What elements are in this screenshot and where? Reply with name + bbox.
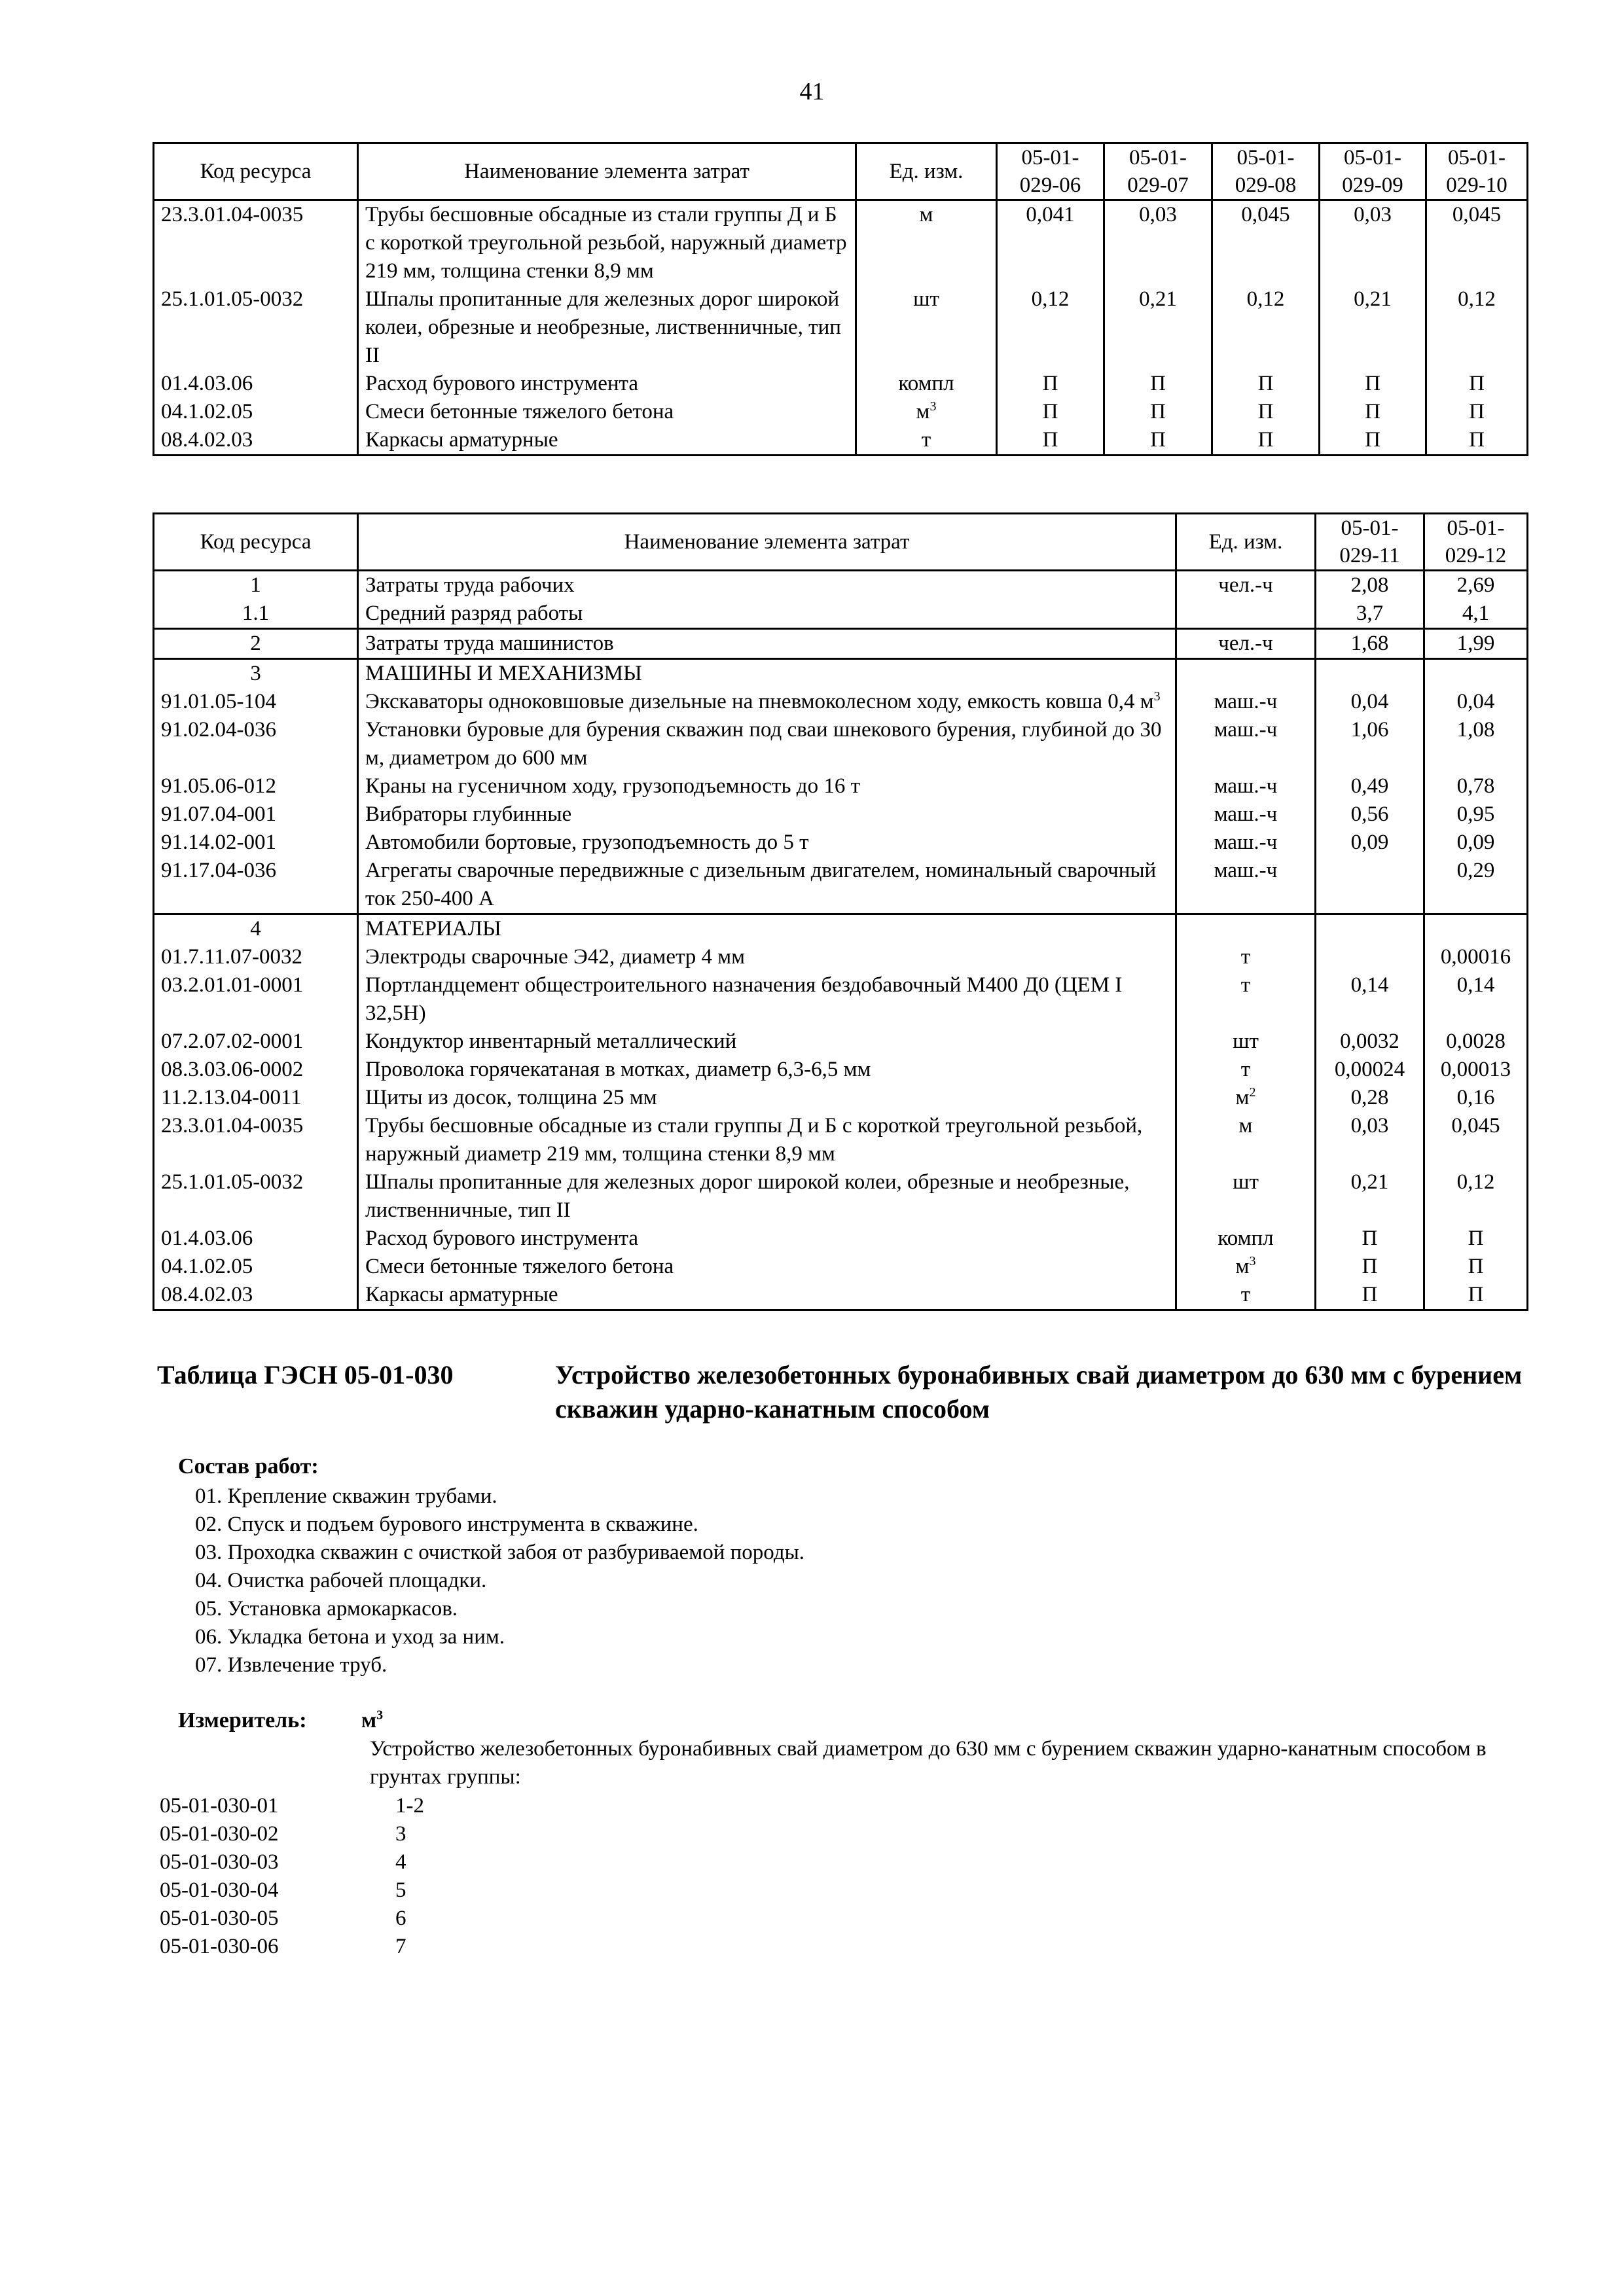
norm-value: 0,12 xyxy=(997,285,1104,370)
cost-element-name xyxy=(358,629,1176,659)
unit-text: чел.-ч xyxy=(1218,573,1273,597)
cost-element-name-text: Портландцемент общестроительного назначения бездобавочный М400 Д0 (ЦЕМ I 32,5Н) xyxy=(365,973,1123,1025)
unit xyxy=(1176,571,1316,600)
norm-value: 0,29 xyxy=(1424,857,1528,914)
norm-value: П xyxy=(997,370,1104,398)
cost-element-name xyxy=(358,688,1176,716)
table-row xyxy=(154,914,1528,944)
resource-code: 23.3.01.04-0035 xyxy=(154,1112,358,1168)
norm-value: П xyxy=(1104,426,1212,456)
unit xyxy=(856,426,997,456)
unit xyxy=(1176,688,1316,716)
cost-element-name xyxy=(358,800,1176,829)
table-row xyxy=(154,943,1528,971)
resource-code: 03.2.01.01-0001 xyxy=(154,971,358,1028)
norm-code: 05-01-030-01 xyxy=(160,1794,279,1818)
table-row xyxy=(154,1225,1528,1253)
header-norm-code: 05-01-029-12 xyxy=(1424,514,1528,571)
superscript: 3 xyxy=(1249,1254,1256,1268)
cost-element-name xyxy=(358,571,1176,600)
measure-unit: $м^3$ xyxy=(361,1708,384,1732)
resource-code: 25.1.01.05-0032 xyxy=(154,285,358,370)
norm-value: П xyxy=(1320,398,1426,426)
norm-code-row xyxy=(160,1933,424,1961)
unit-text: чел.-ч xyxy=(1218,632,1273,655)
header-cost-element-name: Наименование элемента затрат xyxy=(358,514,1176,571)
cost-element-name xyxy=(358,772,1176,800)
unit-text: маш.-ч xyxy=(1214,859,1278,882)
norm-value: 0,04 xyxy=(1316,688,1424,716)
cost-element-name-text: Расход бурового инструмента xyxy=(365,1227,638,1250)
cost-element-name-text: Трубы бесшовные обсадные из стали группы Д и Б с короткой треугольной резьбой, наружный диаметр 219 мм, толщина стенки 8,9 мм xyxy=(365,1114,1143,1166)
cost-element-name-text: Установки буровые для бурения скважин под сваи шнекового бурения, глубиной до 30 м, диаметром до 600 мм xyxy=(365,718,1162,770)
norm-value: 0,041 xyxy=(997,200,1104,286)
cost-element-name-text: Краны на гусеничном ходу, грузоподъемность до 16 т xyxy=(365,774,860,798)
cost-element-name-text: Автомобили бортовые, грузоподъемность до 5 т xyxy=(365,831,809,854)
cost-element-name xyxy=(358,943,1176,971)
unit-text: м xyxy=(1238,1114,1253,1138)
header-cost-element-name: Наименование элемента затрат xyxy=(358,143,856,200)
cost-element-name xyxy=(358,1028,1176,1056)
norm-value xyxy=(1424,914,1528,944)
unit-text: компл xyxy=(1218,1227,1274,1250)
norm-value: 2,08 xyxy=(1316,571,1424,600)
cost-element-name xyxy=(358,600,1176,629)
norm-value: 0,00016 xyxy=(1424,943,1528,971)
norm-value: 0,95 xyxy=(1424,800,1528,829)
unit-text: т xyxy=(1240,945,1251,969)
resource-code: 91.14.02-001 xyxy=(154,829,358,857)
cost-element-name xyxy=(358,971,1176,1028)
header-resource-code: Код ресурса xyxy=(154,143,358,200)
cost-element-name-text: Экскаваторы одноковшовые дизельные на пневмоколесном ходу, емкость ковша 0,4 м xyxy=(365,690,1154,713)
resource-table-029-06-10 xyxy=(153,142,1528,456)
table-row xyxy=(154,426,1528,456)
norm-value: 0,045 xyxy=(1426,200,1528,286)
norm-value: 3,7 xyxy=(1316,600,1424,629)
norm-code-list xyxy=(160,1792,424,1961)
norm-code: 05-01-030-04 xyxy=(160,1878,279,1902)
norm-code-row xyxy=(160,1820,424,1848)
norm-value: П xyxy=(1316,1253,1424,1281)
unit-text: компл xyxy=(898,372,954,395)
norm-value: П xyxy=(1104,370,1212,398)
work-step: 07. Извлечение труб. xyxy=(195,1653,388,1677)
norm-value: 0,03 xyxy=(1316,1112,1424,1168)
unit xyxy=(1176,1253,1316,1281)
table-row xyxy=(154,659,1528,689)
unit xyxy=(1176,914,1316,944)
norm-value: 4,1 xyxy=(1424,600,1528,629)
norm-code: 05-01-030-03 xyxy=(160,1850,279,1874)
unit xyxy=(856,200,997,286)
norm-value: 0,03 xyxy=(1320,200,1426,286)
cost-element-name xyxy=(358,659,1176,689)
norm-code-row xyxy=(160,1905,424,1933)
cost-element-name-text: МАШИНЫ И МЕХАНИЗМЫ xyxy=(365,662,642,685)
cost-element-name-text: Средний разряд работы xyxy=(365,601,583,625)
soil-group: 4 xyxy=(395,1850,406,1874)
unit xyxy=(856,370,997,398)
header-norm-code: 05-01-029-08 xyxy=(1212,143,1320,200)
norm-value xyxy=(1316,943,1424,971)
resource-code: 91.05.06-012 xyxy=(154,772,358,800)
norm-value: 2,69 xyxy=(1424,571,1528,600)
norm-value: 0,03 xyxy=(1104,200,1212,286)
measure-label: Измеритель: xyxy=(178,1708,307,1732)
norm-value: 0,00013 xyxy=(1424,1056,1528,1084)
resource-code: 25.1.01.05-0032 xyxy=(154,1168,358,1225)
norm-value: 0,78 xyxy=(1424,772,1528,800)
unit xyxy=(1176,1225,1316,1253)
norm-value: П xyxy=(1316,1281,1424,1310)
unit xyxy=(1176,971,1316,1028)
norm-value: 0,21 xyxy=(1104,285,1212,370)
cost-element-name: Смеси бетонные тяжелого бетона xyxy=(358,398,856,426)
unit-text: м xyxy=(1235,1255,1250,1278)
page-number: 41 xyxy=(799,78,825,105)
norm-value: 0,14 xyxy=(1424,971,1528,1028)
table-row xyxy=(154,716,1528,772)
norm-value: 0,28 xyxy=(1316,1084,1424,1112)
resource-code: 01.7.11.07-0032 xyxy=(154,943,358,971)
table-row xyxy=(154,629,1528,659)
cost-element-name xyxy=(358,857,1176,914)
header-resource-code: Код ресурса xyxy=(154,514,358,571)
norm-value: 0,045 xyxy=(1424,1112,1528,1168)
table-row xyxy=(154,370,1528,398)
resource-code: 91.07.04-001 xyxy=(154,800,358,829)
cost-element-name xyxy=(358,914,1176,944)
table-row xyxy=(154,829,1528,857)
cost-element-name xyxy=(358,716,1176,772)
cost-element-name-text: Проволока горячекатаная в мотках, диаметр 6,3-6,5 мм xyxy=(365,1058,871,1081)
resource-code: 11.2.13.04-0011 xyxy=(154,1084,358,1112)
section-table-description: Устройство железобетонных буронабивных свай диаметром до 630 мм с бурением скважин ударно-канатным способом xyxy=(555,1360,1523,1424)
norm-value: П xyxy=(1212,426,1320,456)
header-norm-code: 05-01-029-06 xyxy=(997,143,1104,200)
header-unit: Ед. изм. xyxy=(856,143,997,200)
cost-element-name xyxy=(358,1056,1176,1084)
table-row xyxy=(154,1112,1528,1168)
unit xyxy=(1176,1084,1316,1112)
norm-value: 0,49 xyxy=(1316,772,1424,800)
unit xyxy=(1176,1168,1316,1225)
norm-value: 0,04 xyxy=(1424,688,1528,716)
work-step: 03. Проходка скважин с очисткой забоя от разбуриваемой породы. xyxy=(195,1541,805,1564)
norm-value: П xyxy=(997,426,1104,456)
unit-text: маш.-ч xyxy=(1214,690,1278,713)
norm-value: П xyxy=(1104,398,1212,426)
cost-element-name xyxy=(358,1253,1176,1281)
cost-element-name: Шпалы пропитанные для железных дорог широкой колеи, обрезные и необрезные, лиственничные, тип II xyxy=(358,285,856,370)
work-step: 06. Укладка бетона и уход за ним. xyxy=(195,1625,505,1649)
norm-value: 0,12 xyxy=(1424,1168,1528,1225)
resource-code: 91.01.05-104 xyxy=(154,688,358,716)
unit-text: т xyxy=(1240,973,1251,997)
soil-group: 5 xyxy=(395,1878,406,1902)
cost-element-name-text: Смеси бетонные тяжелого бетона xyxy=(365,1255,674,1278)
unit xyxy=(1176,943,1316,971)
cost-element-name-text: Каркасы арматурные xyxy=(365,1283,558,1306)
table-row xyxy=(154,857,1528,914)
resource-code: 1 xyxy=(154,571,358,600)
norm-value xyxy=(1424,659,1528,689)
unit xyxy=(1176,600,1316,629)
soil-group: 6 xyxy=(395,1907,406,1930)
norm-value: П xyxy=(997,398,1104,426)
cost-element-name-text: Шпалы пропитанные для железных дорог широкой колеи, обрезные и необрезные, лиственничные, тип II xyxy=(365,1170,1130,1222)
unit-text: маш.-ч xyxy=(1214,831,1278,854)
table-row xyxy=(154,1056,1528,1084)
resource-code: 2 xyxy=(154,629,358,659)
norm-value: П xyxy=(1426,398,1528,426)
norm-value: 0,09 xyxy=(1316,829,1424,857)
unit-text: т xyxy=(1240,1283,1251,1306)
unit-text: шт xyxy=(913,287,939,311)
norm-value: 0,00024 xyxy=(1316,1056,1424,1084)
norm-code: 05-01-030-05 xyxy=(160,1907,279,1930)
unit xyxy=(1176,857,1316,914)
unit xyxy=(1176,829,1316,857)
unit xyxy=(1176,716,1316,772)
resource-code: 04.1.02.05 xyxy=(154,1253,358,1281)
norm-value: 1,68 xyxy=(1316,629,1424,659)
cost-element-name: Расход бурового инструмента xyxy=(358,370,856,398)
norm-value: П xyxy=(1212,398,1320,426)
norm-value: 1,99 xyxy=(1424,629,1528,659)
cost-element-name-text: Кондуктор инвентарный металлический xyxy=(365,1030,737,1053)
unit xyxy=(1176,772,1316,800)
norm-code-row xyxy=(160,1792,424,1820)
unit-text: т xyxy=(1240,1058,1251,1081)
resource-code: 07.2.07.02-0001 xyxy=(154,1028,358,1056)
norm-value: П xyxy=(1320,426,1426,456)
norm-value: 1,08 xyxy=(1424,716,1528,772)
cost-element-name-text: Затраты труда рабочих xyxy=(365,573,575,597)
resource-code: 4 xyxy=(154,914,358,944)
unit-text: м xyxy=(916,400,930,423)
norm-value: 0,16 xyxy=(1424,1084,1528,1112)
cost-element-name xyxy=(358,1281,1176,1310)
header-norm-code: 05-01-029-09 xyxy=(1320,143,1426,200)
superscript: 3 xyxy=(929,399,937,414)
unit xyxy=(1176,1028,1316,1056)
table-row xyxy=(154,1028,1528,1056)
norm-value xyxy=(1316,914,1424,944)
norm-value: 0,0028 xyxy=(1424,1028,1528,1056)
unit-text: т xyxy=(921,428,931,452)
norm-value: П xyxy=(1426,370,1528,398)
norm-value: П xyxy=(1424,1281,1528,1310)
table-row xyxy=(154,772,1528,800)
cost-element-name-text: Агрегаты сварочные передвижные с дизельным двигателем, номинальный сварочный ток 250-400 А xyxy=(365,859,1157,910)
resource-code: 91.02.04-036 xyxy=(154,716,358,772)
table-header-row xyxy=(154,514,1528,571)
cost-element-name: Каркасы арматурные xyxy=(358,426,856,456)
norm-value: П xyxy=(1424,1225,1528,1253)
work-step: 05. Установка армокаркасов. xyxy=(195,1597,458,1621)
work-step: 01. Крепление скважин трубами. xyxy=(195,1484,497,1508)
cost-element-name xyxy=(358,829,1176,857)
table-row xyxy=(154,800,1528,829)
unit xyxy=(1176,659,1316,689)
norm-value: 1,06 xyxy=(1316,716,1424,772)
table-row xyxy=(154,600,1528,629)
unit xyxy=(1176,1112,1316,1168)
norm-value: П xyxy=(1212,370,1320,398)
unit xyxy=(1176,1056,1316,1084)
norm-value: 0,12 xyxy=(1212,285,1320,370)
norm-value: 0,0032 xyxy=(1316,1028,1424,1056)
norm-code: 05-01-030-06 xyxy=(160,1935,279,1958)
unit-text: маш.-ч xyxy=(1214,718,1278,742)
norm-value: 0,21 xyxy=(1316,1168,1424,1225)
table-row xyxy=(154,200,1528,286)
soil-group: 1-2 xyxy=(395,1794,424,1818)
work-step: 04. Очистка рабочей площадки. xyxy=(195,1569,487,1592)
resource-code: 01.4.03.06 xyxy=(154,1225,358,1253)
resource-code: 3 xyxy=(154,659,358,689)
cost-element-name xyxy=(358,1225,1176,1253)
resource-code: 04.1.02.05 xyxy=(154,398,358,426)
cost-element-name-text: Вибраторы глубинные xyxy=(365,802,572,826)
norm-value: 0,09 xyxy=(1424,829,1528,857)
unit xyxy=(856,398,997,426)
resource-table-029-11-12 xyxy=(153,512,1528,1311)
cost-element-name xyxy=(358,1112,1176,1168)
unit-text: маш.-ч xyxy=(1214,774,1278,798)
norm-value: 0,56 xyxy=(1316,800,1424,829)
norm-code: 05-01-030-02 xyxy=(160,1822,279,1846)
unit-text: м xyxy=(919,203,933,226)
cost-element-name-text: Электроды сварочные Э42, диаметр 4 мм xyxy=(365,945,746,969)
norm-value: 0,12 xyxy=(1426,285,1528,370)
cost-element-name-text: Затраты труда машинистов xyxy=(365,632,614,655)
norm-value: П xyxy=(1424,1253,1528,1281)
cost-element-name-text: Щиты из досок, толщина 25 мм xyxy=(365,1086,657,1109)
resource-code: 08.3.03.06-0002 xyxy=(154,1056,358,1084)
cost-element-name xyxy=(358,1168,1176,1225)
cost-element-name-text: МАТЕРИАЛЫ xyxy=(365,917,501,941)
soil-group: 3 xyxy=(395,1822,406,1846)
table-row xyxy=(154,1281,1528,1310)
work-step: 02. Спуск и подъем бурового инструмента в скважине. xyxy=(195,1513,698,1536)
cost-element-name xyxy=(358,1084,1176,1112)
norm-value xyxy=(1316,857,1424,914)
header-norm-code: 05-01-029-07 xyxy=(1104,143,1212,200)
unit-text: маш.-ч xyxy=(1214,802,1278,826)
unit-text: м xyxy=(1235,1086,1250,1109)
table-row xyxy=(154,971,1528,1028)
work-composition-heading: Состав работ: xyxy=(178,1454,319,1479)
unit xyxy=(856,285,997,370)
unit xyxy=(1176,1281,1316,1310)
table-row xyxy=(154,285,1528,370)
resource-code: 91.17.04-036 xyxy=(154,857,358,914)
table-row xyxy=(154,1253,1528,1281)
norm-value: П xyxy=(1316,1225,1424,1253)
unit-text: шт xyxy=(1233,1030,1259,1053)
norm-value: 0,21 xyxy=(1320,285,1426,370)
measure-description: Устройство железобетонных буронабивных свай диаметром до 630 мм с бурением скважин ударно-канатным способом в грунтах группы: xyxy=(370,1737,1487,1789)
resource-code: 23.3.01.04-0035 xyxy=(154,200,358,286)
norm-value: П xyxy=(1320,370,1426,398)
norm-code-row xyxy=(160,1876,424,1905)
norm-code-row xyxy=(160,1848,424,1876)
unit-text: шт xyxy=(1233,1170,1259,1194)
superscript: 2 xyxy=(1249,1085,1256,1100)
cost-element-name: Трубы бесшовные обсадные из стали группы Д и Б с короткой треугольной резьбой, наружный диаметр 219 мм, толщина стенки 8,9 мм xyxy=(358,200,856,286)
table-row xyxy=(154,688,1528,716)
table-header-row xyxy=(154,143,1528,200)
norm-value: П xyxy=(1426,426,1528,456)
table-row xyxy=(154,1084,1528,1112)
table-row xyxy=(154,398,1528,426)
unit xyxy=(1176,800,1316,829)
resource-code: 08.4.02.03 xyxy=(154,426,358,456)
superscript: 3 xyxy=(1153,689,1161,704)
norm-value: 0,045 xyxy=(1212,200,1320,286)
header-norm-code: 05-01-029-10 xyxy=(1426,143,1528,200)
norm-value xyxy=(1316,659,1424,689)
table-row xyxy=(154,571,1528,600)
resource-code: 1.1 xyxy=(154,600,358,629)
soil-group: 7 xyxy=(395,1935,406,1958)
resource-code: 01.4.03.06 xyxy=(154,370,358,398)
resource-code: 08.4.02.03 xyxy=(154,1281,358,1310)
norm-value: 0,14 xyxy=(1316,971,1424,1028)
header-norm-code: 05-01-029-11 xyxy=(1316,514,1424,571)
unit xyxy=(1176,629,1316,659)
work-composition-list xyxy=(195,1482,804,1679)
table-row xyxy=(154,1168,1528,1225)
header-unit: Ед. изм. xyxy=(1176,514,1316,571)
section-table-title: Таблица ГЭСН 05-01-030 xyxy=(157,1360,454,1390)
